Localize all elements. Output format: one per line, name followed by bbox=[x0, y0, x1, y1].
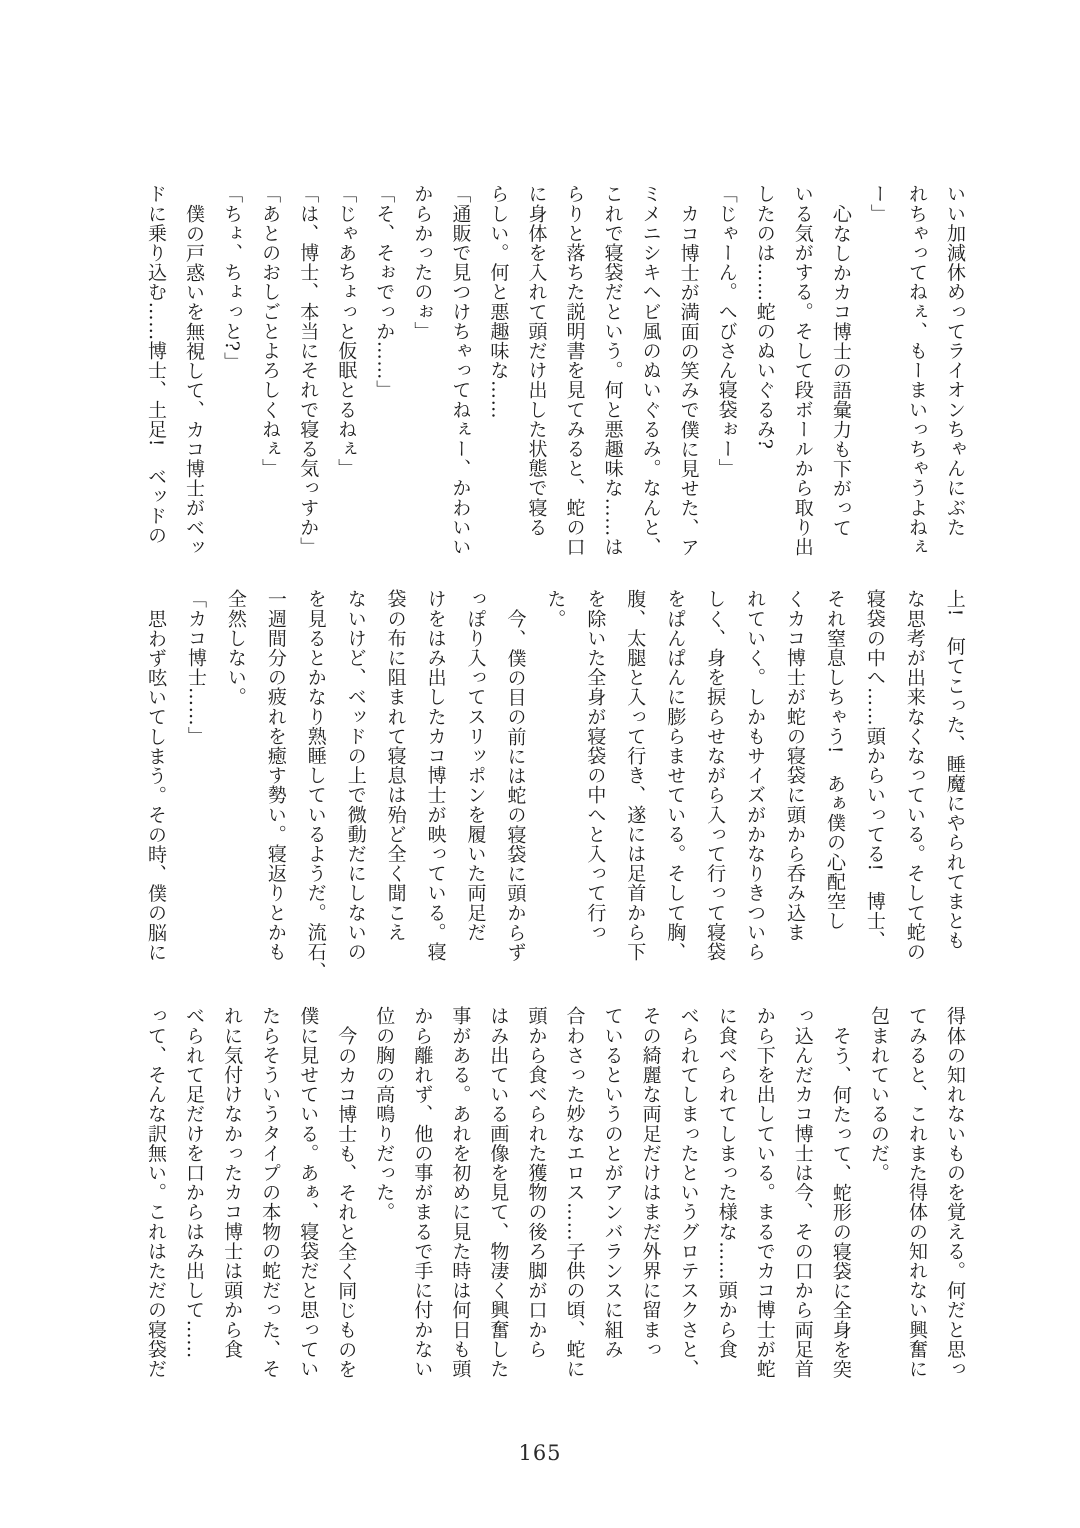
text-block-top bbox=[146, 184, 964, 558]
text-line: 「ちょ、ちょっと?」 bbox=[221, 184, 244, 372]
text-line: たらそういうタイプの本物の蛇だった、そ bbox=[259, 1006, 282, 1379]
text-line: はみ出ている画像を見て、物凄く興奮した bbox=[487, 1006, 510, 1379]
text-line: 包まれているのだ。 bbox=[867, 1006, 890, 1183]
text-block-middle bbox=[145, 589, 966, 981]
text-line: れちゃってねぇ、もーまいっちゃうよねぇ bbox=[905, 184, 928, 557]
text-line: 得体の知れないものを覚える。何だと思っ bbox=[943, 1006, 966, 1379]
text-line: しく、身を捩らせながら入って行って寝袋 bbox=[704, 589, 727, 962]
text-line: 一週間分の疲れを癒す勢い。寝返りとかも bbox=[264, 589, 287, 962]
text-line: っぽり入ってスリッポンを履いた両足だ bbox=[464, 589, 487, 942]
text-line: れていく。しかもサイズがかなりきついら bbox=[744, 589, 767, 962]
text-block-bottom bbox=[146, 1006, 964, 1380]
text-line: に身体を入れて頭だけ出した状態で寝る bbox=[525, 184, 548, 537]
text-line: 「通販で見つけちゃってねぇー、かわいい bbox=[449, 184, 472, 557]
text-line: ドに乗り込む……博士、土足! ベッドの bbox=[145, 184, 167, 546]
text-line: ー」 bbox=[867, 184, 890, 224]
text-line: 袋の布に阻まれて寝息は殆ど全く聞こえ bbox=[384, 589, 407, 942]
text-line: これで寝袋だという。何と悪趣味な……は bbox=[601, 184, 624, 557]
text-line: 寝袋の中へ……頭からいってる! 博士、 bbox=[863, 589, 886, 951]
text-line: から下を出している。まるでカコ博士が蛇 bbox=[753, 1006, 776, 1379]
text-line: らしい。何と悪趣味な…… bbox=[487, 184, 510, 420]
text-line: 僕に見せている。あぁ、寝袋だと思ってい bbox=[297, 1006, 320, 1379]
text-line: 今のカコ博士も、それと全く同じものを bbox=[335, 1026, 358, 1379]
text-line: 僕の戸惑いを無視して、カコ博士がベッ bbox=[183, 204, 206, 557]
text-line: べられて足だけを口からはみ出して…… bbox=[183, 1006, 206, 1359]
text-line: てみると、これまた得体の知れない興奮に bbox=[905, 1006, 928, 1379]
text-line: ないけど、ベッドの上で微動だにしないの bbox=[344, 589, 367, 962]
text-line: けをはみ出したカコ博士が映っている。寝 bbox=[424, 589, 447, 962]
page-number: 165 bbox=[518, 1441, 562, 1465]
text-line: 心なしかカコ博士の語彙力も下がって bbox=[829, 204, 852, 538]
text-line: したのは……蛇のぬいぐるみ? bbox=[753, 184, 776, 450]
text-line: 事がある。あれを初めに見た時は何日も頭 bbox=[449, 1006, 472, 1379]
text-line: カコ博士が満面の笑みで僕に見せた、ア bbox=[677, 204, 700, 557]
text-line: 「じゃーん。へびさん寝袋ぉー」 bbox=[715, 184, 738, 478]
text-line: 頭から食べられた獲物の後ろ脚が口から bbox=[525, 1006, 548, 1359]
text-line: そう、何たって、蛇形の寝袋に全身を突 bbox=[829, 1026, 852, 1379]
text-line: をぱんぱんに膨らませている。そして胸、 bbox=[664, 589, 687, 962]
text-line: 「そ、そぉでっか……」 bbox=[373, 184, 396, 400]
text-line: 位の胸の高鳴りだった。 bbox=[373, 1006, 396, 1222]
text-line: 上! 何てこった、睡魔にやられてまとも bbox=[943, 589, 966, 951]
text-line: 今、僕の目の前には蛇の寝袋に頭からず bbox=[504, 609, 527, 962]
text-line: からかったのぉ」 bbox=[411, 184, 434, 341]
text-line: に食べられてしまった様な……頭から食 bbox=[715, 1006, 738, 1359]
text-line: ミメニシキヘビ風のぬいぐるみ。なんと、 bbox=[639, 184, 662, 557]
text-line: 思わず呟いてしまう。その時、僕の脳に bbox=[145, 609, 167, 962]
text-line: な思考が出来なくなっている。そして蛇の bbox=[903, 589, 926, 962]
text-line: それ窒息しちゃう! あぁ僕の心配空し bbox=[823, 589, 846, 931]
text-line: 全然しない。 bbox=[224, 589, 247, 707]
text-line: らりと落ちた説明書を見てみると、蛇の口 bbox=[563, 184, 586, 557]
text-line: れに気付けなかったカコ博士は頭から食 bbox=[221, 1006, 244, 1359]
text-line: べられてしまったというグロテスクさと、 bbox=[677, 1006, 700, 1379]
text-line: を見るとかなり熟睡しているようだ。流石、 bbox=[304, 589, 327, 981]
text-line: 「カコ博士……」 bbox=[184, 589, 207, 746]
text-line: から離れず、他の事がまるで手に付かない bbox=[411, 1006, 434, 1379]
text-line: 腹、太腿と入って行き、遂には足首から下 bbox=[624, 589, 647, 962]
text-line: ているというのとがアンバランスに組み bbox=[601, 1006, 624, 1359]
text-line: いい加減休めってライオンちゃんにぶた bbox=[943, 184, 966, 537]
text-line: 「は、博士、本当にそれで寝る気っすか」 bbox=[297, 184, 320, 557]
text-line: って、そんな訳無い。これはただの寝袋だ bbox=[145, 1006, 167, 1379]
text-line: 「あとのおしごとよろしくねぇ」 bbox=[259, 184, 282, 478]
text-line: いる気がする。そして段ボールから取り出 bbox=[791, 184, 814, 557]
text-line: っ込んだカコ博士は今、その口から両足首 bbox=[791, 1006, 814, 1379]
text-line: 合わさった妙なエロス……子供の頃、蛇に bbox=[563, 1006, 586, 1379]
text-line: 「じゃあちょっと仮眠とるねぇ」 bbox=[335, 184, 358, 478]
text-line: た。 bbox=[544, 589, 567, 629]
text-line: その綺麗な両足だけはまだ外界に留まっ bbox=[639, 1006, 662, 1359]
text-line: を除いた全身が寝袋の中へと入って行っ bbox=[584, 589, 607, 942]
text-line: くカコ博士が蛇の寝袋に頭から呑み込ま bbox=[784, 589, 806, 942]
